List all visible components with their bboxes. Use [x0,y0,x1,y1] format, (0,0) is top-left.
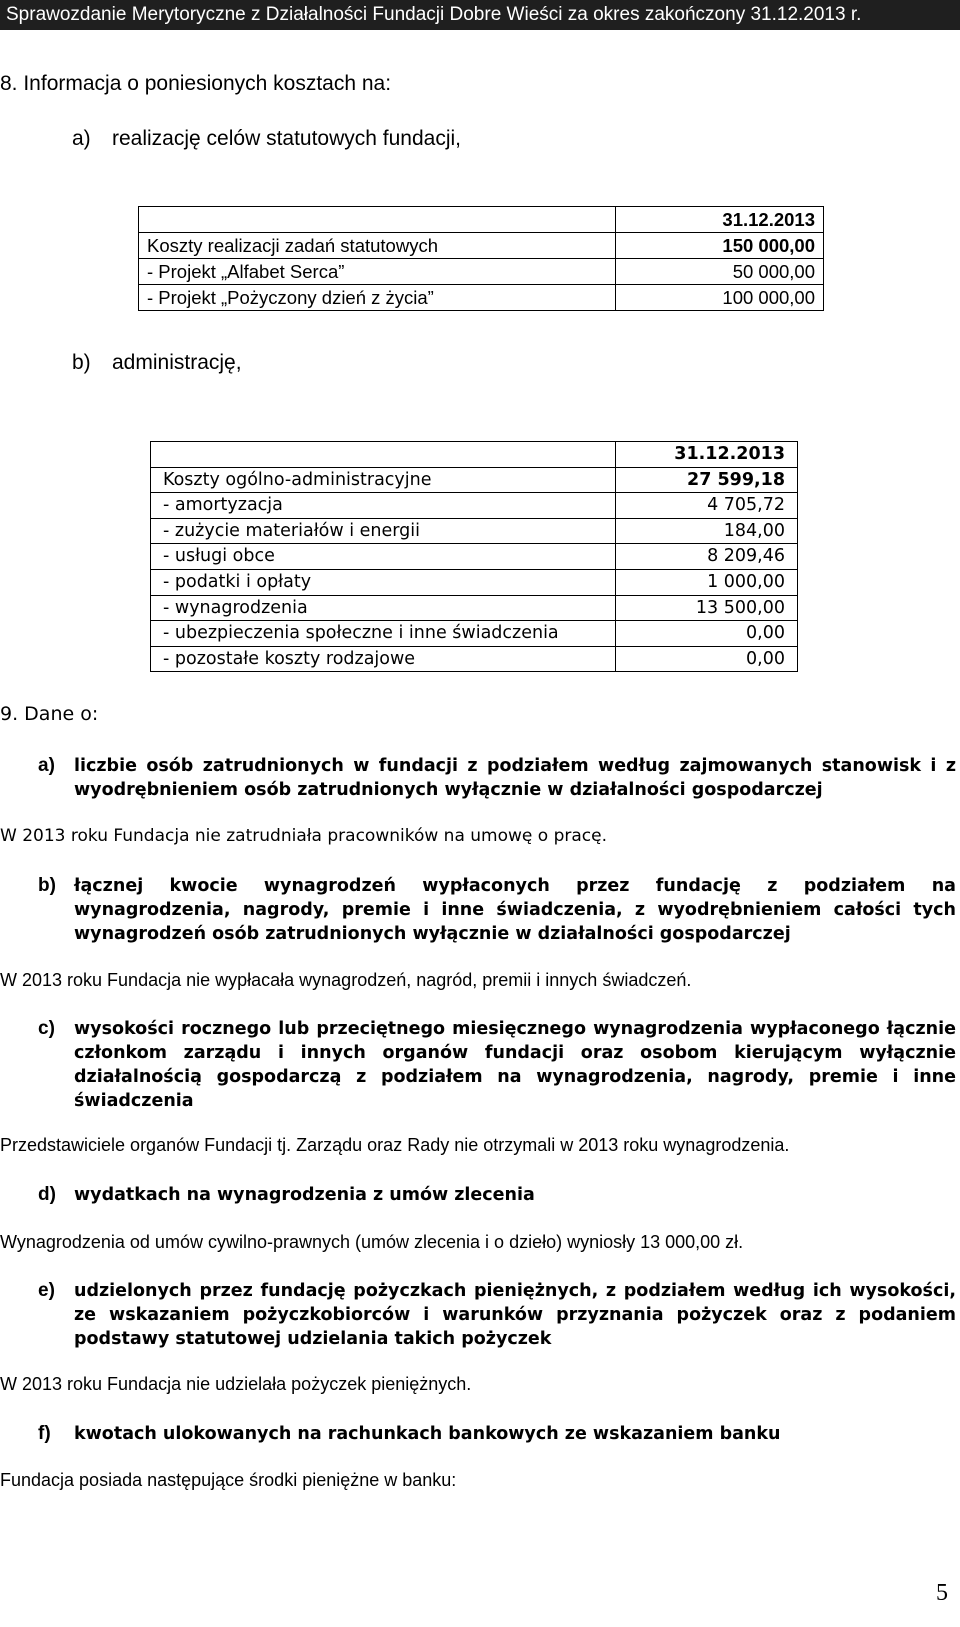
subsection-b-letter: b) [72,351,91,374]
table-row [151,544,798,570]
table-row [151,467,798,493]
section-9-title: 9. Dane o: [0,703,99,725]
question-letter: e) [38,1280,55,1301]
question-letter: c) [38,1018,55,1039]
question-text: łącznej kwocie wynagrodzeń wypłaconych przez fundację z podziałem na wynagrodzenia, nagrody, premie i inne świadczenia, z wyodrębnieniem całości tych wynagrodzeń osób zatrudnionych wyłącznie w działalności gospodarczej [74,876,956,944]
table-row [151,646,798,672]
question-e [38,1279,956,1351]
row-value: 4 705,72 [616,493,798,519]
question-letter: f) [38,1423,51,1444]
table-row [139,233,824,259]
row-value: 0,00 [616,621,798,647]
row-label: - pozostałe koszty rodzajowe [151,646,616,672]
row-value: 8 209,46 [616,544,798,570]
question-letter: d) [38,1184,56,1205]
table-row [151,595,798,621]
administrative-costs-table [150,441,798,672]
row-value: 100 000,00 [616,285,824,311]
question-d [38,1183,956,1207]
question-letter: a) [38,755,55,776]
table-row [151,569,798,595]
table-row [139,285,824,311]
table-header-blank [151,442,616,468]
answer-d: Wynagrodzenia od umów cywilno-prawnych (umów zlecenia i o dzieło) wyniosły 13 000,00 zł. [0,1232,744,1252]
table-row [151,518,798,544]
table-date-header: 31.12.2013 [616,442,798,468]
row-value: 50 000,00 [616,259,824,285]
row-label: - wynagrodzenia [151,595,616,621]
question-letter: b) [38,875,56,896]
row-label: - amortyzacja [151,493,616,519]
question-a [38,754,956,802]
row-value: 27 599,18 [616,467,798,493]
row-value: 150 000,00 [616,233,824,259]
subsection-a [72,127,461,151]
row-value: 13 500,00 [616,595,798,621]
question-b [38,874,956,946]
table-row [139,259,824,285]
section-8-title: 8. Informacja o poniesionych kosztach na: [0,72,392,95]
row-label: - podatki i opłaty [151,569,616,595]
row-label: - zużycie materiałów i energii [151,518,616,544]
question-text: udzielonych przez fundację pożyczkach pieniężnych, z podziałem według ich wysokości, ze wskazaniem pożyczkobiorców i warunków przyznania pożyczek oraz z podaniem podstawy statutowej udzielania takich pożyczek [74,1281,956,1349]
answer-a: W 2013 roku Fundacja nie zatrudniała pracowników na umowę o pracę. [0,826,607,846]
table-date-header: 31.12.2013 [616,207,824,233]
answer-e: W 2013 roku Fundacja nie udzielała pożyczek pieniężnych. [0,1374,472,1394]
subsection-a-label: realizację celów statutowych fundacji, [112,127,462,150]
question-c [38,1017,956,1113]
row-value: 0,00 [616,646,798,672]
subsection-b [72,351,242,375]
subsection-b-label: administrację, [112,351,242,374]
row-value: 1 000,00 [616,569,798,595]
document-header: Sprawozdanie Merytoryczne z Działalności Fundacji Dobre Wieści za okres zakończony 31.12.2013 r. [0,0,960,30]
table-header-row [139,207,824,233]
answer-b: W 2013 roku Fundacja nie wypłacała wynagrodzeń, nagród, premii i innych świadczeń. [0,970,692,990]
row-label: - Projekt „Alfabet Serca” [139,259,616,285]
answer-f: Fundacja posiada następujące środki pieniężne w banku: [0,1470,457,1490]
question-f [38,1422,956,1446]
row-label: Koszty realizacji zadań statutowych [139,233,616,259]
question-text: kwotach ulokowanych na rachunkach bankowych ze wskazaniem banku [74,1424,781,1444]
table-header-blank [139,207,616,233]
row-label: - ubezpieczenia społeczne i inne świadczenia [151,621,616,647]
table-row [151,621,798,647]
row-label: - usługi obce [151,544,616,570]
page-number: 5 [936,1580,948,1606]
table-header-row [151,442,798,468]
row-label: Koszty ogólno-administracyjne [151,467,616,493]
question-text: wydatkach na wynagrodzenia z umów zlecenia [74,1185,535,1205]
row-value: 184,00 [616,518,798,544]
table-row [151,493,798,519]
question-text: liczbie osób zatrudnionych w fundacji z podziałem według zajmowanych stanowisk i z wyodrębnieniem osób zatrudnionych wyłącznie w działalności gospodarczej [74,756,956,800]
answer-c: Przedstawiciele organów Fundacji tj. Zarządu oraz Rady nie otrzymali w 2013 roku wynagrodzenia. [0,1135,790,1155]
statutory-costs-table [138,206,824,311]
question-text: wysokości rocznego lub przeciętnego miesięcznego wynagrodzenia wypłaconego łącznie członkom zarządu i innych organów fundacji oraz osobom kierującym wyłącznie działalnością gospodarczą z podziałem na wynagrodzenia, nagrody, premie i inne świadczenia [74,1019,956,1111]
subsection-a-letter: a) [72,127,91,150]
row-label: - Projekt „Pożyczony dzień z życia” [139,285,616,311]
